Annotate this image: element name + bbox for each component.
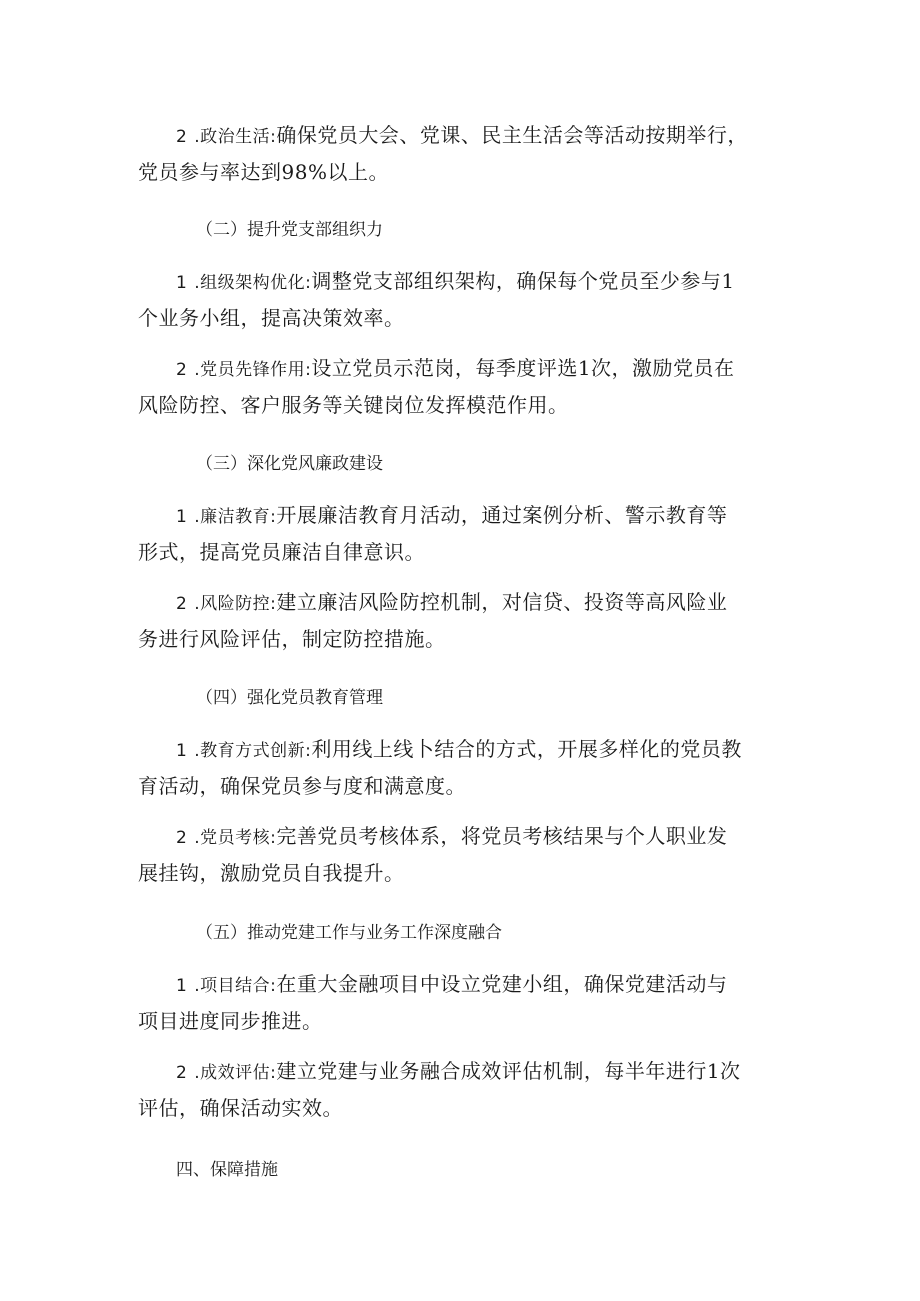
paragraph-integrity-education-line2: 形式，提高党员廉洁自律意识。 [138,540,425,564]
section-heading-4: （四）强化党员教育管理 [196,688,383,708]
item-number: 2 [176,127,188,147]
item-label: .党员先锋作用: [194,360,312,380]
item-text: 调整党支部组织架构，确保每个党员至少参与1 [311,269,735,293]
item-label: .成效评估: [194,1063,277,1083]
paragraph-project-integration-line1 [176,971,727,999]
item-number: 2 [176,828,188,848]
paragraph-vanguard-line1 [176,355,735,383]
item-number: 2 [176,1063,188,1083]
paragraph-political-life-line1 [176,122,748,150]
item-text: 设立党员示范岗，每季度评选1次，激励党员在 [311,356,735,380]
paragraph-member-assessment-line1 [176,823,727,851]
section-heading-5: （五）推动党建工作与业务工作深度融合 [196,923,502,943]
chapter-heading-safeguards: 四、保障措施 [176,1160,278,1180]
paragraph-vanguard-line2: 风险防控、客户服务等关键岗位发挥模范作用。 [138,393,569,417]
paragraph-org-structure-line1 [176,268,735,296]
paragraph-member-assessment-line2: 展挂钩，激励党员自我提升。 [138,861,405,885]
item-text: 建立党建与业务融合成效评估机制，每半年进行1次 [276,1059,741,1083]
paragraph-education-innovation-line2: 育活动，确保党员参与度和满意度。 [138,774,466,798]
item-label: .教育方式创新: [194,741,312,761]
item-number: 1 [176,273,188,293]
paragraph-project-integration-line2: 项目进度同步推进。 [138,1009,323,1033]
item-text: 开展廉洁教育月活动，通过案例分析、警示教育等 [276,503,728,527]
item-text: 利用线上线卜结合的方式，开展多样化的党员教 [311,737,742,761]
item-text: 确保党员大会、党课、民主生活会等活动按期举行， [276,123,748,147]
item-label: .组级架构优化: [194,273,312,293]
section-heading-3: （三）深化党风廉政建设 [196,454,383,474]
paragraph-org-structure-line2: 个业务小组，提高决策效率。 [138,306,405,330]
item-text: 完善党员考核体系，将党员考核结果与个人职业发 [276,824,728,848]
item-text: 建立廉洁风险防控机制，对信贷、投资等高风险业 [276,590,728,614]
item-label: .政治生活: [194,127,277,147]
item-number: 2 [176,594,188,614]
item-number: 1 [176,741,188,761]
item-number: 1 [176,507,188,527]
paragraph-education-innovation-line1 [176,736,742,764]
paragraph-political-life-line2: 党员参与率达到98%以上。 [138,160,389,184]
item-label: .廉洁教育: [194,507,277,527]
paragraph-risk-control-line1 [176,589,727,617]
item-number: 1 [176,976,188,996]
item-label: .项目结合: [194,976,277,996]
item-label: .风险防控: [194,594,277,614]
paragraph-effectiveness-evaluation-line2: 评估，确保活动实效。 [138,1096,343,1120]
paragraph-integrity-education-line1 [176,502,727,530]
section-heading-2: （二）提升党支部组织力 [196,220,383,240]
item-text: 在重大金融项目中设立党建小组，确保党建活动与 [276,972,728,996]
paragraph-risk-control-line2: 务进行风险评估，制定防控措施。 [138,627,446,651]
item-number: 2 [176,360,188,380]
paragraph-effectiveness-evaluation-line1 [176,1058,741,1086]
item-label: .党员考核: [194,828,277,848]
